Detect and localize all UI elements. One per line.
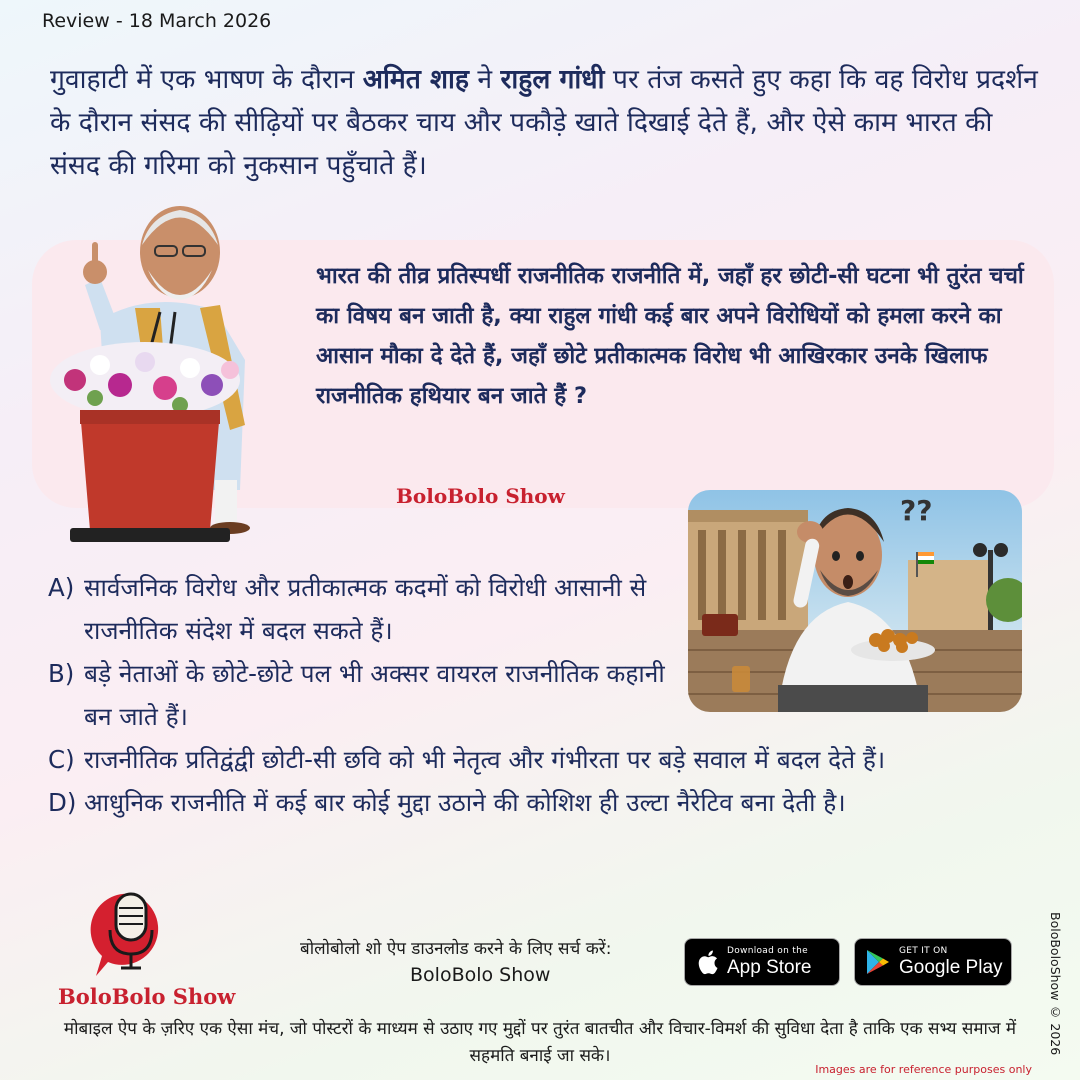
copyright-credit: BoloBoloShow © 2026 bbox=[1048, 912, 1063, 1056]
logo-text: BoloBolo Show bbox=[58, 984, 236, 1009]
option-a-letter: A) bbox=[48, 573, 75, 602]
scene-question-marks: ?? bbox=[900, 494, 933, 527]
review-date: Review - 18 March 2026 bbox=[42, 10, 272, 32]
intro-name-rahul-gandhi: राहुल गांधी bbox=[500, 64, 605, 95]
show-tag: BoloBolo Show bbox=[396, 484, 565, 508]
google-play-icon bbox=[865, 948, 891, 976]
google-play-label: Google Play bbox=[899, 957, 1003, 978]
option-d-letter: D) bbox=[48, 788, 77, 817]
app-store-small-label: Download on the bbox=[727, 946, 808, 956]
footer-description: मोबाइल ऐप के ज़रिए एक ऐसा मंच, जो पोस्टरों के माध्यम से उठाए गए मुद्दों पर तुरंत बातचीत और विचार-विमर्श की सुविधा देता है ताकि एक सभ्य समाज में सहमति बनाई जा सके। bbox=[63, 1019, 1017, 1066]
image-disclaimer: Images are for reference purposes only bbox=[815, 1063, 1032, 1076]
intro-text-3: पर तंज कसते हुए कहा कि वह विरोध प्रदर्शन के दौरान संसद की सीढ़ियों पर बैठकर चाय और पकौड़े खाते दिखाई देते हैं, और ऐसे काम भारत की संसद की गरिमा को नुकसान पहुँचाते हैं। bbox=[50, 64, 1038, 181]
google-play-button[interactable] bbox=[854, 938, 1012, 986]
option-a[interactable] bbox=[48, 566, 1068, 652]
option-d-text: आधुनिक राजनीति में कई बार कोई मुद्दा उठाने की कोशिश ही उल्टा नैरेटिव बना देती है। bbox=[84, 788, 846, 817]
app-store-label: App Store bbox=[727, 957, 812, 978]
microphone-logo-icon bbox=[86, 888, 176, 980]
option-b-letter: B) bbox=[48, 659, 75, 688]
option-d[interactable] bbox=[48, 781, 1068, 824]
google-play-small-label: GET IT ON bbox=[899, 946, 948, 956]
option-c[interactable] bbox=[48, 738, 1068, 781]
option-c-letter: C) bbox=[48, 745, 75, 774]
intro-text-1: गुवाहाटी में एक भाषण के दौरान bbox=[50, 64, 363, 95]
download-app-name: BoloBolo Show bbox=[410, 964, 551, 986]
option-c-text: राजनीतिक प्रतिद्वंद्वी छोटी-सी छवि को भी नेतृत्व और गंभीरता पर बड़े सवाल में बदल देते हैं। bbox=[84, 745, 886, 774]
option-b-text: बड़े नेताओं के छोटे-छोटे पल भी अक्सर वायरल राजनीतिक कहानी बन जाते हैं। bbox=[84, 659, 665, 731]
option-a-text: सार्वजनिक विरोध और प्रतीकात्मक कदमों को विरोधी आसानी से राजनीतिक संदेश में बदल सकते हैं। bbox=[84, 573, 647, 645]
option-b[interactable] bbox=[48, 652, 1068, 738]
download-instruction: बोलोबोलो शो ऐप डाउनलोड करने के लिए सर्च करें: bbox=[300, 939, 612, 959]
answer-options bbox=[48, 566, 1068, 824]
app-store-button[interactable] bbox=[684, 938, 840, 986]
apple-icon bbox=[695, 948, 719, 976]
question-text: भारत की तीव्र प्रतिस्पर्धी राजनीतिक राजनीति में, जहाँ हर छोटी-सी घटना भी तुरंत चर्चा का विषय बन जाती है, क्या राहुल गांधी कई बार अपने विरोधियों को हमला करने का आसान मौका दे देते हैं, जहाँ छोटे प्रतीकात्मक विरोध भी आखिरकार उनके खिलाफ राजनीतिक हथियार बन जाते हैं ? bbox=[316, 263, 1024, 409]
intro-paragraph bbox=[50, 58, 1050, 187]
intro-name-amit-shah: अमित शाह bbox=[362, 64, 469, 95]
speaker-podium-illustration bbox=[40, 190, 310, 550]
intro-text-2: ने bbox=[468, 64, 501, 95]
